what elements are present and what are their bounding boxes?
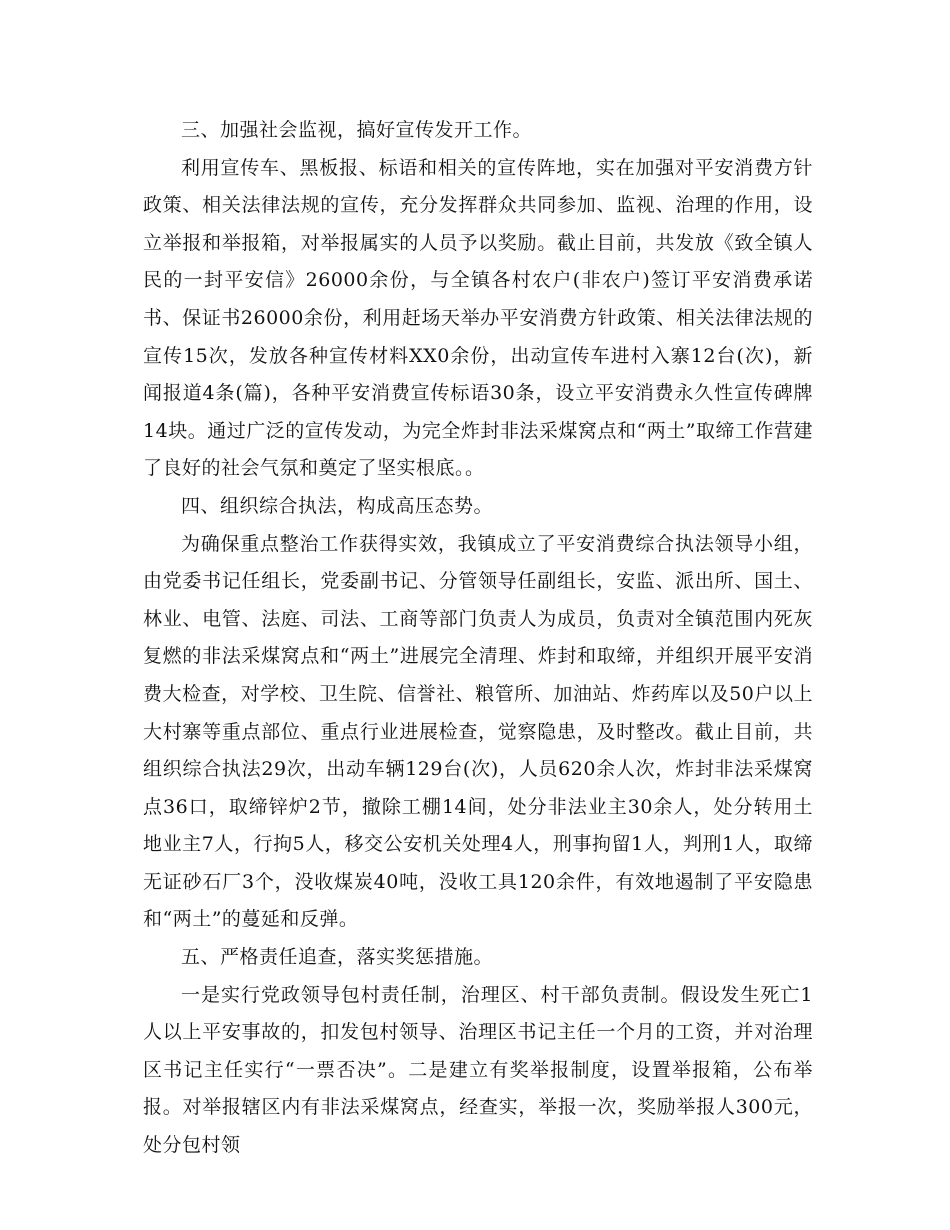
- section-heading-3: 三、加强社会监视，搞好宣传发开工作。: [181, 119, 533, 141]
- section-3-paragraph: 利用宣传车、黑板报、标语和相关的宣传阵地，实在加强对平安消费方针政策、相关法律法规的宣传，充分发挥群众共同参加、监视、治理的作用，设立举报和举报箱，对举报属实的人员予以奖励。截止目前，共发放《致全镇人民的一封平安信》26000余份，与全镇各村农户(非农户)签订平安消费承诺书、保证书26000余份，利用赶场天举办平安消费方针政策、相关法律法规的宣传15次，发放各种宣传材料XX0余份，出动宣传车进村入寨12台(次)，新闻报道4条(篇)，各种平安消费宣传标语30条，设立平安消费永久性宣传碑牌14块。通过广泛的宣传发动，为完全炸封非法采煤窝点和“两土”取缔工作营建了良好的社会气氛和奠定了坚实根底。。: [143, 156, 813, 480]
- document-body: [143, 112, 813, 1165]
- section-heading-4: 四、组织综合执法，构成高压态势。: [181, 494, 494, 517]
- section-5-paragraph: 一是实行党政领导包村责任制，治理区、村干部负责制。假设发生死亡1人以上平安事故的，扣发包村领导、治理区书记主任一个月的工资，并对治理区书记主任实行“一票否决”。二是建立有奖举报制度，设置举报箱，公布举报。对举报辖区内有非法采煤窝点，经查实，举报一次，奖励举报人300元，处分包村领: [143, 983, 813, 1157]
- section-heading-5: 五、严格责任追查，落实奖惩措施。: [181, 946, 494, 969]
- section-4-paragraph: 为确保重点整治工作获得实效，我镇成立了平安消费综合执法领导小组，由党委书记任组长，党委副书记、分管领导任副组长，安监、派出所、国土、林业、电管、法庭、司法、工商等部门负责人为成员，负责对全镇范围内死灰复燃的非法采煤窝点和“两土”进展完全清理、炸封和取缔，并组织开展平安消费大检查，对学校、卫生院、信誉社、粮管所、加油站、炸药库以及50户以上大村寨等重点部位、重点行业进展检查，觉察隐患，及时整改。截止目前，共组织综合执法29次，出动车辆129台(次)，人员620余人次，炸封非法采煤窝点36口，取缔锌炉2节，撤除工棚14间，处分非法业主30余人，处分转用土地业主7人，行拘5人，移交公安机关处理4人，刑事拘留1人，判刑1人，取缔无证砂石厂3个，没收煤炭40吨，没收工具120余件，有效地遏制了平安隐患和“两土”的蔓延和反弹。: [143, 532, 813, 931]
